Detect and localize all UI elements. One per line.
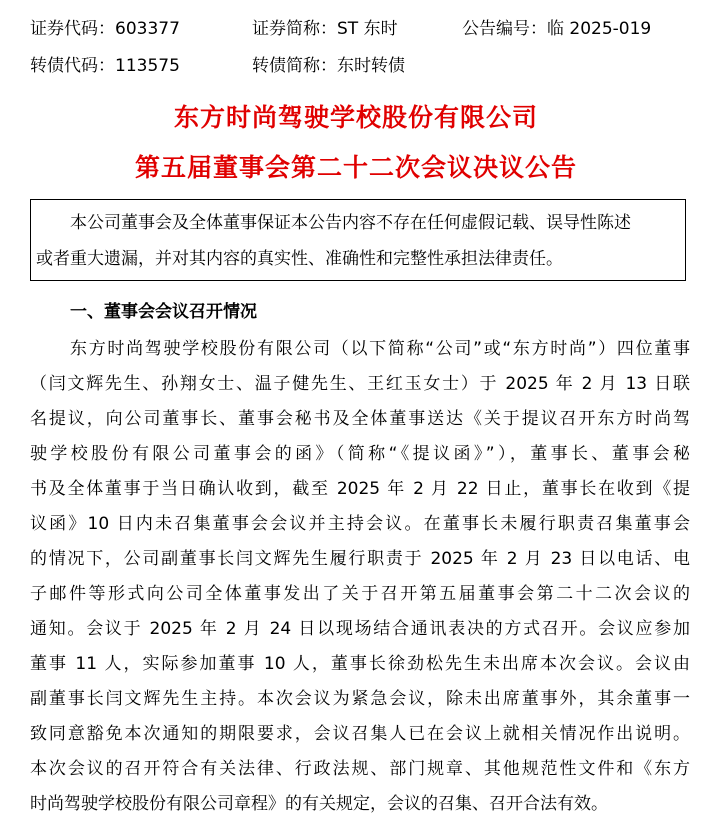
paragraph-line: 本次会议的召开符合有关法律、行政法规、部门规章、其他规范性文件和《东方 [30,759,690,779]
paragraph-line: 的情况下，公司副董事长闫文辉先生履行职责于 2025 年 2 月 23 日以电话、电 [30,549,690,569]
paragraph-line: 名提议，向公司董事长、董事会秘书及全体董事送达《关于提议召开东方时尚驾 [30,409,690,429]
announcement-title: 第五届董事会第二十二次会议决议公告 [134,153,577,182]
paragraph-line: 通知。会议于 2025 年 2 月 24 日以现场结合通讯表决的方式召开。会议应参加 [30,619,690,639]
paragraph-line: 副董事长闫文辉先生主持。本次会议为紧急会议，除未出席董事外，其余董事一 [30,689,690,709]
paragraph-line: 子邮件等形式向公司全体董事发出了关于召开第五届董事会第二十二次会议的 [30,584,690,604]
bond-code: 转债代码：113575 [30,56,180,76]
paragraph-line: 书及全体董事于当日确认收到，截至 2025 年 2 月 22 日止，董事长在收到《提 [30,479,690,499]
security-code: 证券代码：603377 [30,19,180,39]
header-row-2 [30,52,690,80]
bond-name: 转债简称：东时转债 [252,56,405,76]
paragraph-line: 议函》10 日内未召集董事会会议并主持会议。在董事长未履行职责召集董事会 [30,514,690,534]
paragraph-line: 时尚驾驶学校股份有限公司章程》的有关规定，会议的召集、召开合法有效。 [30,794,608,814]
paragraph-line: 东方时尚驾驶学校股份有限公司（以下简称“公司”或“东方时尚”）四位董事 [70,339,690,359]
paragraph-line: 董事 11 人，实际参加董事 10 人，董事长徐劲松先生未出席本次会议。会议由 [30,654,690,674]
paragraph-line: （闫文辉先生、孙翔女士、温子健先生、王红玉女士）于 2025 年 2 月 13 日联 [30,374,690,394]
disclaimer-line-2: 或者重大遗漏，并对其内容的真实性、准确性和完整性承担法律责任。 [36,249,563,269]
header-row-1 [30,15,690,43]
announcement-number: 公告编号：临 2025-019 [462,19,652,39]
security-name: 证券简称：ST 东时 [252,19,398,39]
disclaimer-line-1: 本公司董事会及全体董事保证本公告内容不存在任何虚假记载、误导性陈述 [70,213,631,233]
company-title: 东方时尚驾驶学校股份有限公司 [173,103,538,132]
paragraph-line: 驶学校股份有限公司董事会的函》（简称“《提议函》”），董事长、董事会秘 [30,444,690,464]
paragraph-line: 致同意豁免本次通知的期限要求，会议召集人已在会议上就相关情况作出说明。 [30,724,690,744]
section-heading: 一、董事会会议召开情况 [70,302,257,322]
